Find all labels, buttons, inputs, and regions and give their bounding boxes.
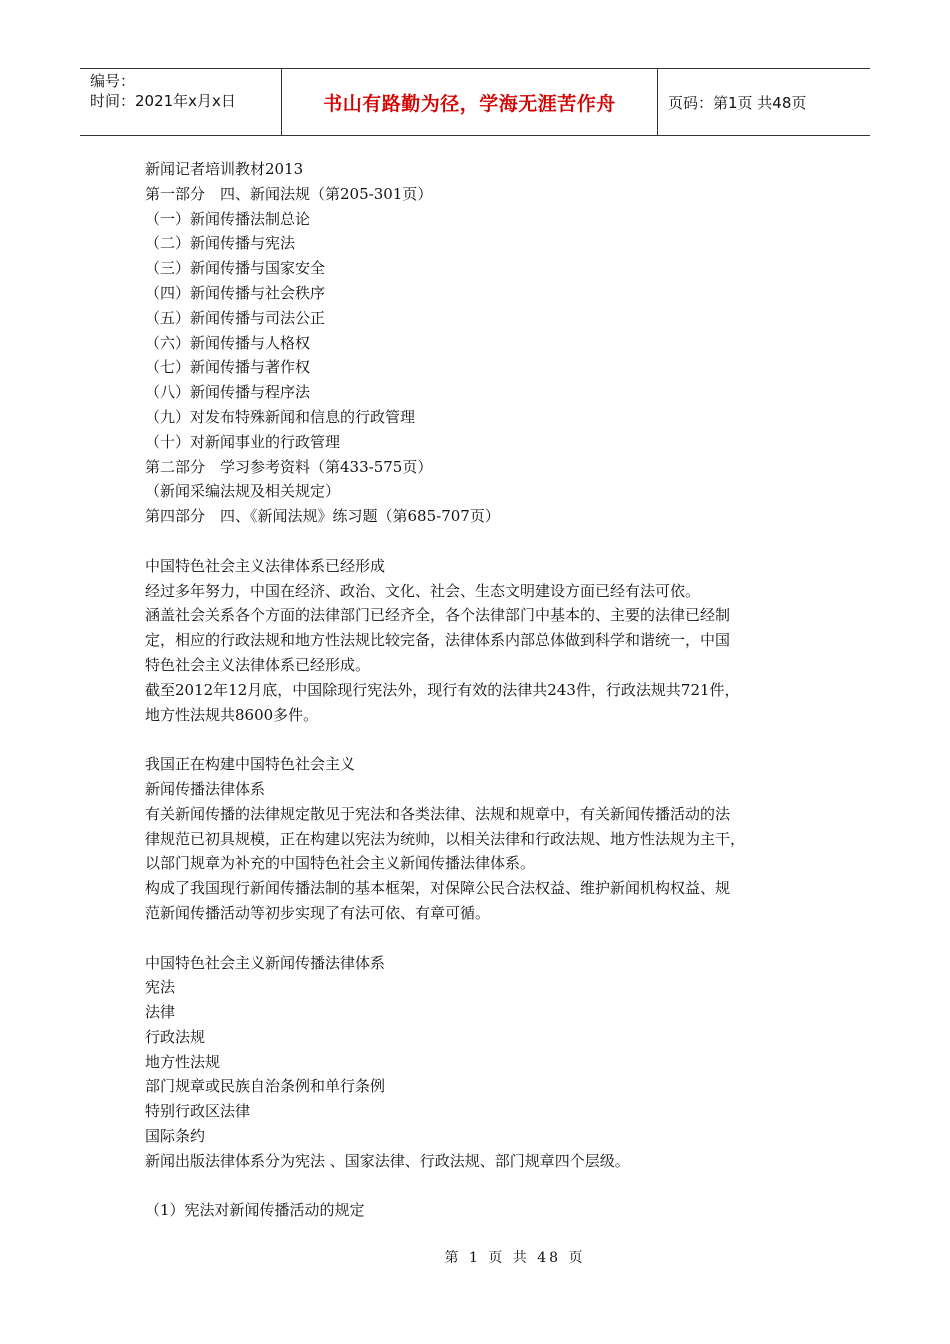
- toc-part-heading: 第二部分 学习参考资料（第433-575页）: [145, 457, 433, 476]
- toc-item: （五）新闻传播与司法公正: [145, 308, 326, 327]
- paragraph-line: 构成了我国现行新闻传播法制的基本框架，对保障公民合法权益、维护新闻机构权益、规: [145, 879, 731, 898]
- section-heading: 中国特色社会主义法律体系已经形成: [145, 556, 386, 575]
- header-motto-cell: [282, 69, 658, 135]
- toc-item: （二）新闻传播与宪法: [145, 234, 296, 253]
- number-label: 编号：: [90, 72, 136, 90]
- time-label: 时间：2021年x月x日: [90, 92, 236, 110]
- paragraph-line: 有关新闻传播的法律规定散见于宪法和各类法律、法规和规章中，有关新闻传播活动的法: [145, 804, 731, 823]
- header-meta: [80, 69, 282, 135]
- doc-title: 新闻记者培训教材2013: [145, 160, 304, 178]
- paragraph-line: 定，相应的行政法规和地方性法规比较完备，法律体系内部总体做到科学和谐统一，中国: [145, 631, 731, 650]
- list-item: 国际条约: [145, 1127, 206, 1146]
- toc-item: （三）新闻传播与国家安全: [145, 259, 326, 278]
- document-body: [145, 157, 810, 1223]
- toc-item: （六）新闻传播与人格权: [145, 333, 311, 352]
- section-heading: 新闻传播法律体系: [145, 779, 266, 798]
- paragraph-line: 以部门规章为补充的中国特色社会主义新闻传播法律体系。: [145, 854, 536, 873]
- list-item: 行政法规: [145, 1027, 206, 1046]
- toc-part-heading: 第一部分 四、新闻法规（第205-301页）: [145, 184, 433, 203]
- section-heading: 我国正在构建中国特色社会主义: [145, 755, 356, 774]
- list-item: 法律: [145, 1003, 176, 1022]
- paragraph-line: 地方性法规共8600多件。: [145, 705, 319, 724]
- toc-item: （四）新闻传播与社会秩序: [145, 283, 326, 302]
- motto-text: 书山有路勤为径，学海无涯苦作舟: [323, 92, 616, 115]
- paragraph-line: 新闻出版法律体系分为宪法 、国家法律、行政法规、部门规章四个层级。: [145, 1151, 630, 1170]
- page-indicator: 页码：第1页 共48页: [668, 93, 807, 112]
- toc-item: （新闻采编法规及相关规定）: [145, 482, 341, 501]
- paragraph-line: 律规范已初具规模，正在构建以宪法为统帅，以相关法律和行政法规、地方性法规为主干，: [145, 829, 746, 848]
- spacer: [145, 529, 810, 554]
- subsection-heading: （1）宪法对新闻传播活动的规定: [145, 1201, 365, 1220]
- toc-item: （十）对新闻事业的行政管理: [145, 432, 341, 451]
- paragraph-line: 截至2012年12月底，中国除现行宪法外，现行有效的法律共243件，行政法规共721件，: [145, 680, 740, 699]
- list-item: 宪法: [145, 978, 176, 997]
- paragraph-line: 涵盖社会关系各个方面的法律部门已经齐全，各个法律部门中基本的、主要的法律已经制: [145, 606, 731, 625]
- paragraph-line: 特色社会主义法律体系已经形成。: [145, 655, 371, 674]
- header-page-cell: [658, 69, 870, 135]
- list-item: 特别行政区法律: [145, 1102, 251, 1121]
- spacer: [145, 1174, 810, 1199]
- spacer: [145, 926, 810, 951]
- list-item: 地方性法规: [145, 1052, 221, 1071]
- section-heading: 中国特色社会主义新闻传播法律体系: [145, 953, 386, 972]
- toc-item: （一）新闻传播法制总论: [145, 209, 311, 228]
- toc-item: （七）新闻传播与著作权: [145, 358, 311, 377]
- toc-item: （八）新闻传播与程序法: [145, 383, 311, 402]
- toc-item: （九）对发布特殊新闻和信息的行政管理: [145, 407, 416, 426]
- paragraph-line: 范新闻传播活动等初步实现了有法可依、有章可循。: [145, 903, 491, 922]
- page-header: [80, 68, 870, 136]
- page-footer: 第 1 页 共 48 页: [444, 1250, 586, 1266]
- toc-part-heading: 第四部分 四、《新闻法规》练习题（第685-707页）: [145, 507, 500, 526]
- spacer: [145, 727, 810, 752]
- list-item: 部门规章或民族自治条例和单行条例: [145, 1077, 386, 1096]
- paragraph-line: 经过多年努力，中国在经济、政治、文化、社会、生态文明建设方面已经有法可依。: [145, 581, 701, 600]
